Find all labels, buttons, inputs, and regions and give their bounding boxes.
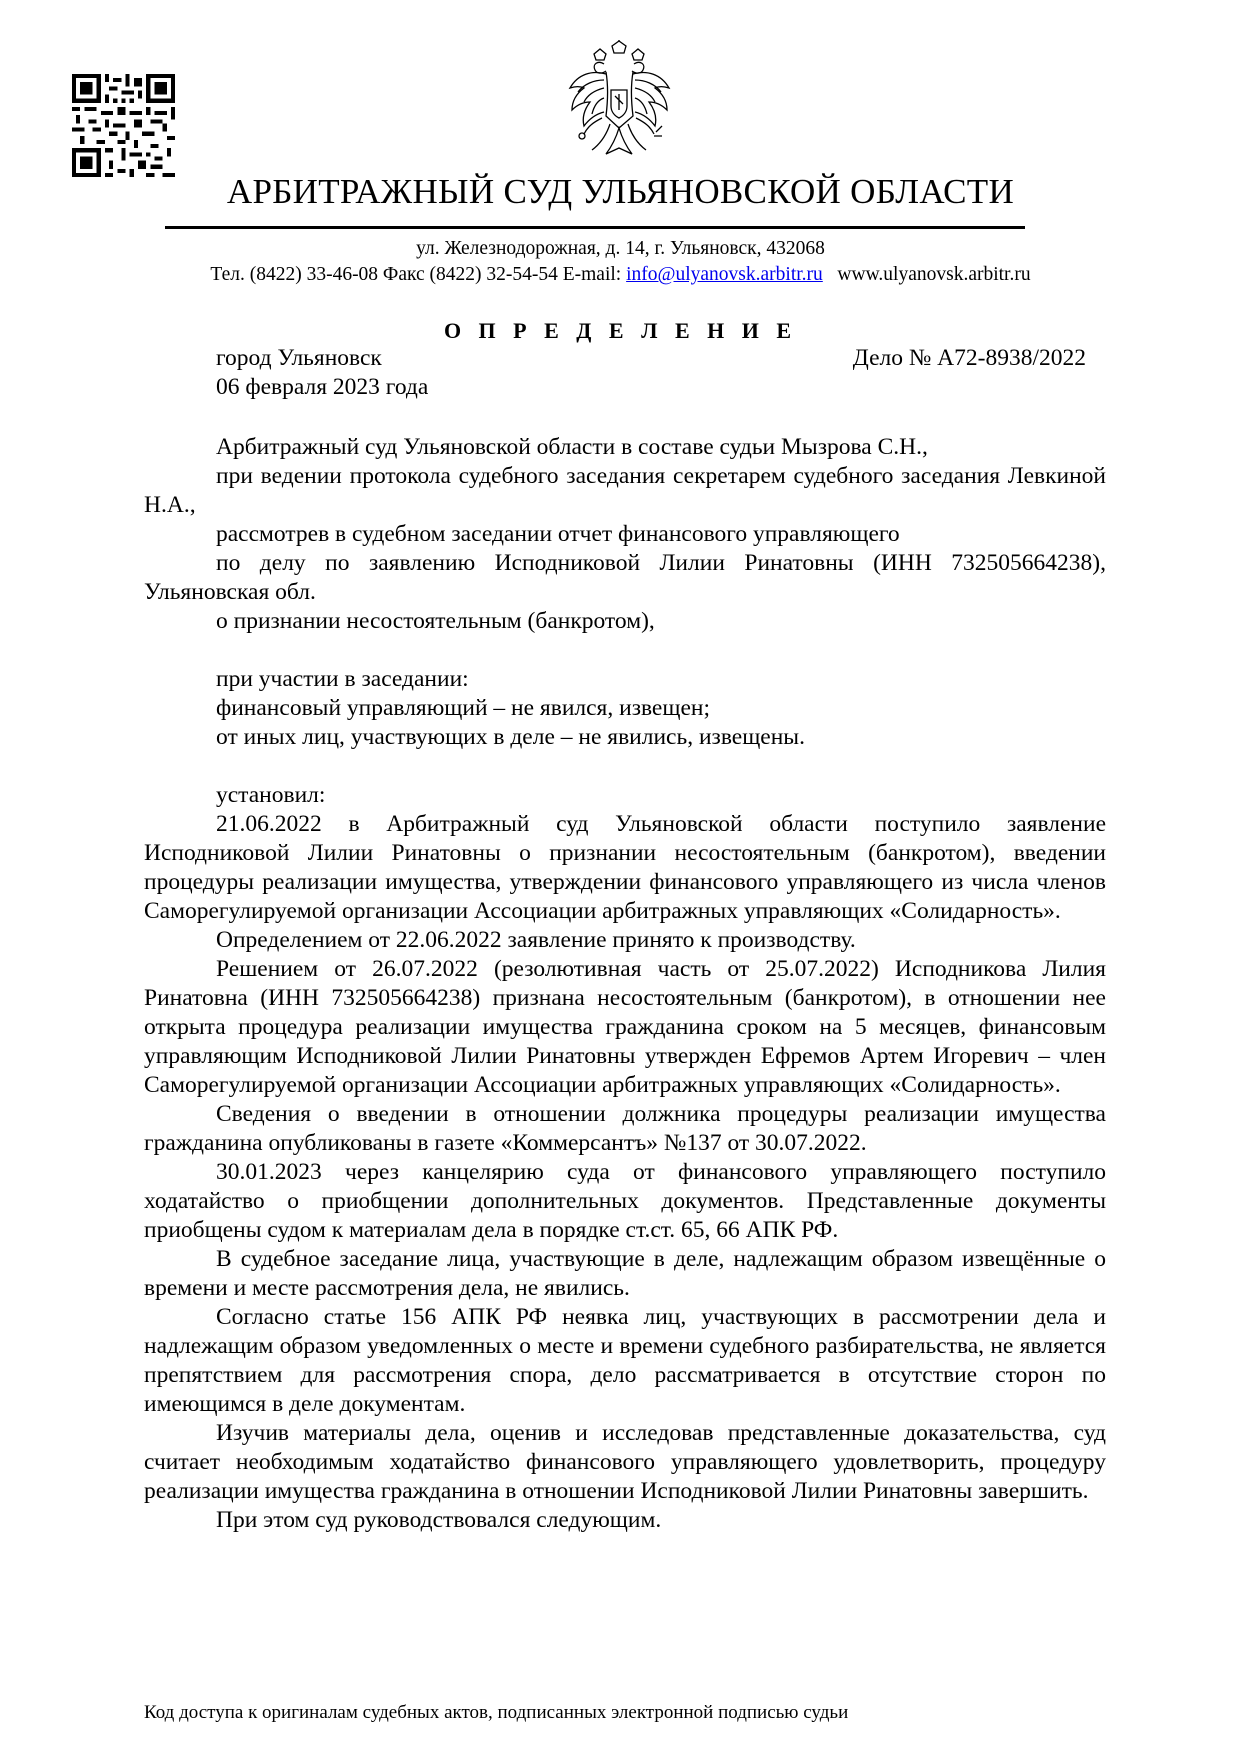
email-link[interactable]: info@ulyanovsk.arbitr.ru: [626, 264, 823, 285]
contacts-spacer: [823, 264, 838, 285]
court-address: ул. Железнодорожная, д. 14, г. Ульяновск, 432068: [416, 238, 825, 259]
paragraph: Определением от 22.06.2022 заявление принято к производству.: [216, 927, 856, 953]
paragraph: Арбитражный суд Ульяновской области в составе судьи Мызрова С.Н.,: [216, 434, 928, 460]
paragraph: Согласно статье 156 АПК РФ неявка лиц, участвующих в рассмотрении дела и надлежащим образом уведомленных о месте и времени судебного разбирательства, не является препятствием для рассмотрения спора, дело рассматривается в отсутствие сторон по имеющимся в деле документам.: [144, 1304, 1106, 1417]
document-title: О П Р Е Д Е Л Е Н И Е: [443, 318, 798, 343]
court-contacts: [0, 264, 1241, 286]
qr-code: [72, 74, 175, 177]
paragraph: 30.01.2023 через канцелярию суда от финансового управляющего поступило ходатайство о приобщении дополнительных документов. Представленные документы приобщены судом к материалам дела в порядке ст.ст. 65, 66 АПК РФ.: [144, 1159, 1106, 1243]
case-number: Дело № А72-8938/2022: [852, 345, 1086, 371]
document-body: [144, 433, 1106, 1535]
paragraph: рассмотрев в судебном заседании отчет финансового управляющего: [216, 521, 900, 547]
paragraph: При этом суд руководствовался следующим.: [216, 1507, 662, 1533]
document-date: 06 февраля 2023 года: [216, 374, 429, 400]
paragraph: В судебное заседание лица, участвующие в деле, надлежащим образом извещённые о времени и месте рассмотрения дела, не явились.: [144, 1246, 1106, 1301]
paragraph: по делу по заявлению Исподниковой Лилии Ринатовны (ИНН 732505664238), Ульяновская обл.: [144, 550, 1106, 605]
paragraph: от иных лиц, участвующих в деле – не явились, извещены.: [216, 724, 805, 750]
footer-access-code-note: Код доступа к оригиналам судебных актов, подписанных электронной подписью судьи: [144, 1702, 849, 1723]
paragraph: 21.06.2022 в Арбитражный суд Ульяновской области поступило заявление Исподниковой Лилии Ринатовны о признании несостоятельным (банкротом), введении процедуры реализации имущества, утверждении финансового управляющего из числа членов Саморегулируемой организации Ассоциации арбитражных управляющих «Солидарность».: [144, 811, 1106, 924]
website-text: www.ulyanovsk.arbitr.ru: [837, 264, 1031, 285]
court-name: АРБИТРАЖНЫЙ СУД УЛЬЯНОВСКОЙ ОБЛАСТИ: [226, 172, 1015, 211]
paragraph-established: установил:: [216, 782, 326, 808]
paragraph: при ведении протокола судебного заседания секретарем судебного заседания Левкиной Н.А.,: [144, 463, 1106, 518]
paragraph: при участии в заседании:: [216, 666, 469, 692]
paragraph: Решением от 26.07.2022 (резолютивная часть от 25.07.2022) Исподникова Лилия Ринатовна (ИНН 732505664238) признана несостоятельным (банкротом), в отношении нее открыта процедура реализации имущества гражданина сроком на 5 месяцев, финансовым управляющим Исподниковой Лилии Ринатовны утвержден Ефремов Артем Игоревич – член Саморегулируемой организации Ассоциации арбитражных управляющих «Солидарность».: [144, 956, 1106, 1098]
coat-of-arms-emblem: [562, 40, 677, 158]
paragraph: о признании несостоятельным (банкротом),: [216, 608, 655, 634]
paragraph: Изучив материалы дела, оценив и исследовав представленные доказательства, суд считает необходимым ходатайство финансового управляющего удовлетворить, процедуру реализации имущества гражданина в отношении Исподниковой Лилии Ринатовны завершить.: [144, 1420, 1106, 1504]
paragraph: Сведения о введении в отношении должника процедуры реализации имущества гражданина опубликованы в газете «Коммерсантъ» №137 от 30.07.2022.: [144, 1101, 1106, 1156]
header-divider: [165, 226, 1025, 229]
spacer: [144, 636, 1106, 665]
document-city: город Ульяновск: [216, 345, 382, 371]
spacer: [144, 752, 1106, 781]
contacts-phone-fax: Тел. (8422) 33-46-08 Факс (8422) 32-54-54 E-mail:: [210, 264, 627, 285]
paragraph: финансовый управляющий – не явился, извещен;: [216, 695, 710, 721]
